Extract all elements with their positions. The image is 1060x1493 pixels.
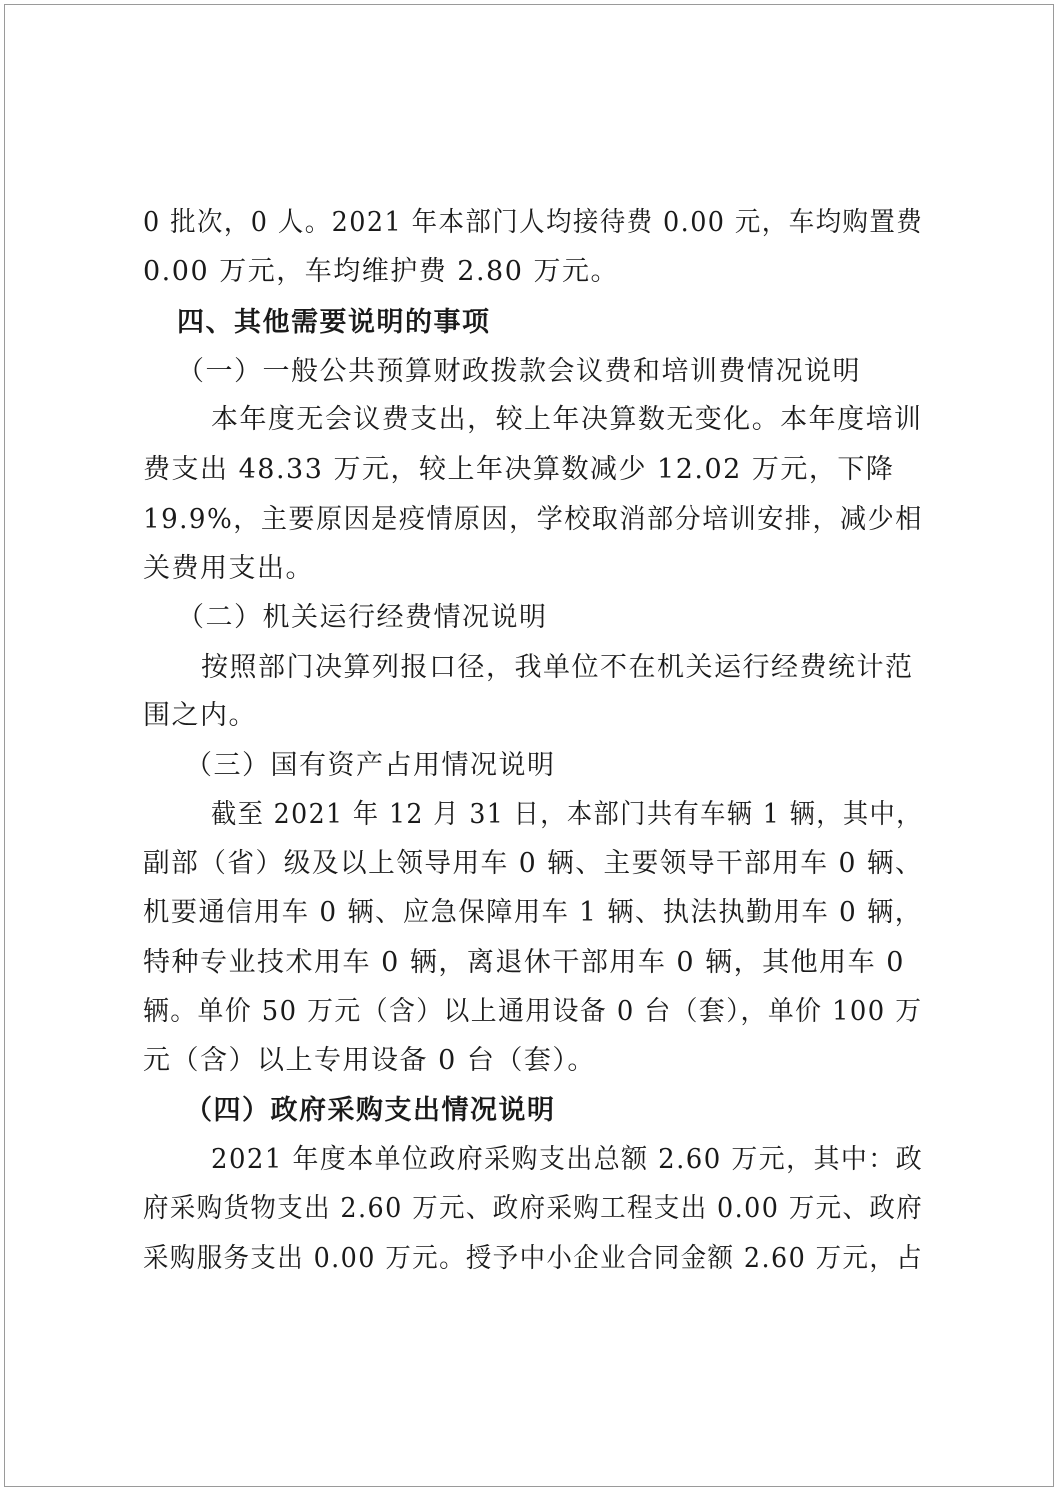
paragraph-line: 围之内。 bbox=[143, 700, 257, 731]
paragraph-line: 关费用支出。 bbox=[143, 553, 314, 584]
subsection-heading: （三）国有资产占用情况说明 bbox=[185, 750, 556, 781]
paragraph-line: 按照部门决算列报口径，我单位不在机关运行经费统计范 bbox=[201, 652, 914, 683]
paragraph-line: 府采购货物支出 2.60 万元、政府采购工程支出 0.00 万元、政府 bbox=[143, 1193, 924, 1224]
paragraph-line: 特种专业技术用车 0 辆，离退休干部用车 0 辆，其他用车 0 bbox=[143, 947, 905, 978]
paragraph-line: 本年度无会议费支出，较上年决算数无变化。本年度培训 bbox=[211, 404, 923, 435]
subsection-heading: （一）一般公共预算财政拨款会议费和培训费情况说明 bbox=[177, 356, 861, 387]
paragraph-line: 辆。单价 50 万元（含）以上通用设备 0 台（套），单价 100 万 bbox=[143, 996, 923, 1027]
paragraph-line: 截至 2021 年 12 月 31 日，本部门共有车辆 1 辆，其中， bbox=[211, 799, 923, 830]
paragraph-line: 0.00 万元，车均维护费 2.80 万元。 bbox=[143, 256, 619, 287]
subsection-heading: （二）机关运行经费情况说明 bbox=[177, 602, 548, 633]
document-page bbox=[4, 4, 1054, 1487]
subsection-heading: （四）政府采购支出情况说明 bbox=[185, 1095, 556, 1126]
paragraph-line: 费支出 48.33 万元，较上年决算数减少 12.02 万元，下降 bbox=[143, 454, 895, 485]
paragraph-line: 机要通信用车 0 辆、应急保障用车 1 辆、执法执勤用车 0 辆， bbox=[143, 897, 923, 928]
paragraph-line: 采购服务支出 0.00 万元。授予中小企业合同金额 2.60 万元，占 bbox=[143, 1243, 924, 1274]
paragraph-line: 0 批次，0 人。2021 年本部门人均接待费 0.00 元，车均购置费 bbox=[143, 207, 924, 238]
paragraph-line: 元（含）以上专用设备 0 台（套）。 bbox=[143, 1045, 596, 1076]
paragraph-line: 副部（省）级及以上领导用车 0 辆、主要领导干部用车 0 辆、 bbox=[143, 848, 924, 879]
paragraph-line: 2021 年度本单位政府采购支出总额 2.60 万元，其中：政 bbox=[211, 1144, 924, 1175]
section-heading: 四、其他需要说明的事项 bbox=[177, 307, 491, 338]
paragraph-line: 19.9%，主要原因是疫情原因，学校取消部分培训安排，减少相 bbox=[143, 504, 923, 535]
